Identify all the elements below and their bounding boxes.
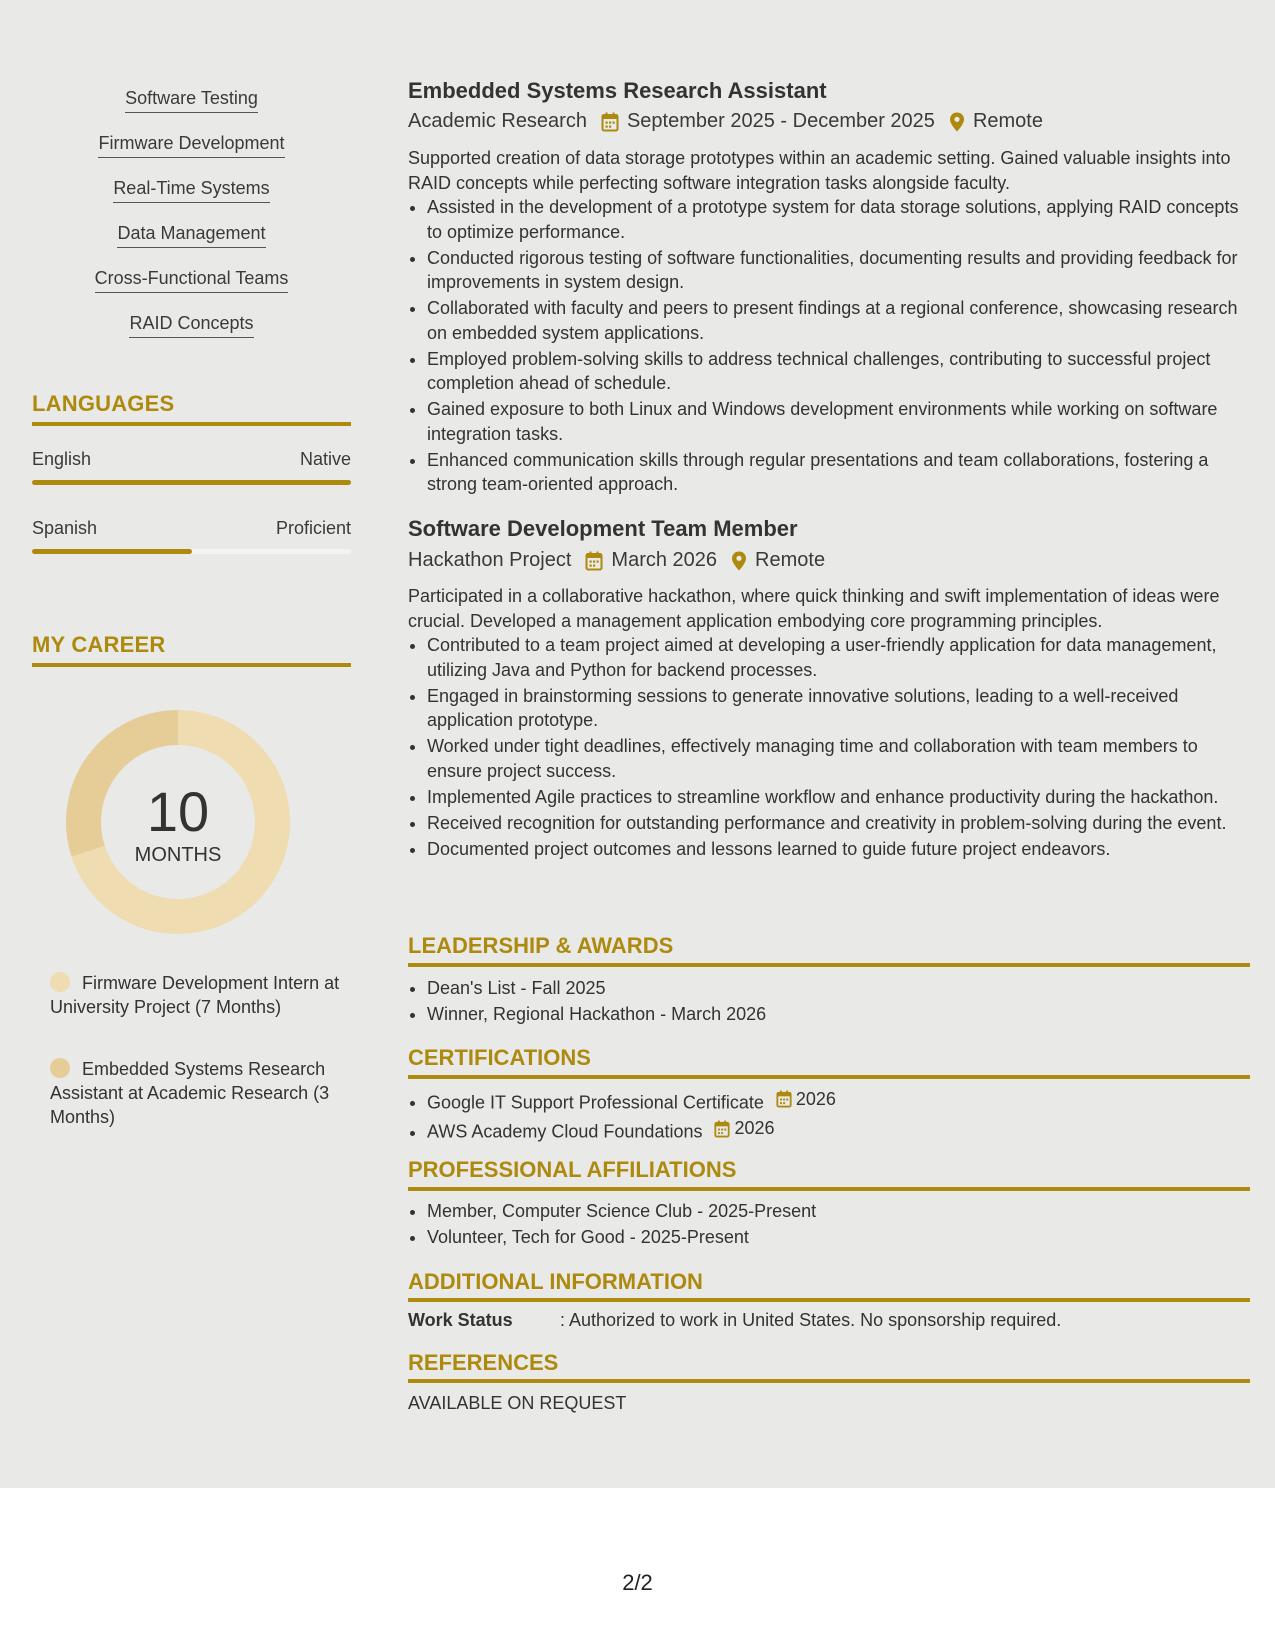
affiliations-heading: PROFESSIONAL AFFILIATIONS <box>408 1157 737 1182</box>
language-level: Native <box>299 449 351 469</box>
language-name: English <box>32 449 92 469</box>
cert-year <box>714 1116 774 1141</box>
skill-item <box>32 177 351 203</box>
legend-label: Embedded Systems Research Assistant at Academic Research (3 Months) <box>50 1059 330 1127</box>
job-meta <box>408 549 825 572</box>
list-item: • Contributed to a team project aimed at developing a user-friendly application for data management, utilizing Java and Python for backend processes. <box>427 633 1250 682</box>
additional-info-rule <box>408 1298 1250 1302</box>
career-legend-item <box>50 1057 340 1129</box>
calendar-icon <box>776 1090 792 1108</box>
language-bar-fill <box>32 549 192 554</box>
job-bullets <box>408 633 1250 863</box>
list-item: • Volunteer, Tech for Good - 2025-Present <box>427 1225 1250 1250</box>
career-heading: MY CAREER <box>32 632 166 657</box>
language-level: Proficient <box>275 518 351 538</box>
legend-label: Firmware Development Intern at University Project (7 Months) <box>50 973 340 1017</box>
career-unit-label: MONTHS <box>134 844 222 866</box>
list-item: • Implemented Agile practices to streamline workflow and enhance productivity during the hackathon. <box>427 785 1250 810</box>
languages-heading: LANGUAGES <box>32 391 175 416</box>
job-bullets <box>408 195 1250 498</box>
work-status-label: Work Status <box>408 1310 513 1330</box>
language-row-english <box>32 449 351 470</box>
certifications-heading: CERTIFICATIONS <box>408 1045 591 1070</box>
list-item <box>427 1116 1250 1144</box>
cert-year-text: 2026 <box>795 1089 836 1109</box>
legend-swatch <box>50 972 70 992</box>
job-summary: Participated in a collaborative hackathon, where quick thinking and swift implementation of ideas were crucial. Developed a management application embodying core programming principles. <box>408 586 1220 631</box>
skill-label: Cross-Functional Teams <box>95 267 289 293</box>
legend-swatch <box>50 1058 70 1078</box>
calendar-icon <box>601 112 619 132</box>
skill-label: Firmware Development <box>98 132 284 158</box>
cert-name: AWS Academy Cloud Foundations <box>427 1121 703 1142</box>
references-text: AVAILABLE ON REQUEST <box>408 1393 627 1413</box>
page-indicator: 2/2 <box>622 1570 653 1595</box>
work-status-value: : Authorized to work in United States. No sponsorship required. <box>560 1310 1062 1330</box>
language-bar-spanish <box>32 549 351 554</box>
skill-item <box>32 267 351 293</box>
list-item: • Received recognition for outstanding performance and creativity in problem-solving during the event. <box>427 811 1250 836</box>
job-meta <box>408 110 1043 133</box>
leadership-heading: LEADERSHIP & AWARDS <box>408 933 674 958</box>
list-item: • Employed problem-solving skills to address technical challenges, contributing to successful project completion ahead of schedule. <box>427 347 1250 396</box>
skill-item <box>32 132 351 158</box>
work-status-row <box>408 1310 1061 1331</box>
skill-label: Software Testing <box>125 87 258 113</box>
location-pin-icon <box>949 112 965 132</box>
cert-year-text: 2026 <box>734 1118 775 1139</box>
career-legend-item <box>50 971 340 1019</box>
language-bar-english <box>32 480 351 485</box>
leadership-list <box>408 976 1250 1028</box>
affiliations-list <box>408 1199 1250 1251</box>
cert-year <box>776 1087 836 1112</box>
job-organization: Hackathon Project <box>408 549 572 571</box>
leadership-rule <box>408 963 1250 967</box>
languages-rule <box>32 422 351 426</box>
certifications-list <box>408 1087 1250 1146</box>
job-summary: Supported creation of data storage prototypes within an academic setting. Gained valuable insights into RAID concepts while perfecting software integration tasks alongside faculty. <box>408 148 1231 193</box>
list-item: • Winner, Regional Hackathon - March 2026 <box>427 1002 1250 1027</box>
calendar-icon <box>714 1120 730 1138</box>
skill-item <box>32 222 351 248</box>
language-bar-fill <box>32 480 351 485</box>
skill-item <box>32 87 351 113</box>
references-heading: REFERENCES <box>408 1350 559 1375</box>
job-dates: September 2025 - December 2025 <box>626 110 935 132</box>
skill-item <box>32 312 351 338</box>
list-item: • Collaborated with faculty and peers to present findings at a regional conference, showcasing research on embedded system applications. <box>427 296 1250 345</box>
list-item: • Dean's List - Fall 2025 <box>427 976 1250 1001</box>
list-item: • Member, Computer Science Club - 2025-Present <box>427 1199 1250 1224</box>
career-donut <box>66 710 290 934</box>
career-rule <box>32 663 351 667</box>
cert-name: Google IT Support Professional Certificate <box>427 1092 764 1113</box>
job-organization: Academic Research <box>408 110 587 132</box>
job-title: Software Development Team Member <box>408 516 798 541</box>
skill-label: Real-Time Systems <box>113 177 269 203</box>
location-pin-icon <box>731 551 747 571</box>
calendar-icon <box>585 551 603 571</box>
language-name: Spanish <box>32 518 98 538</box>
list-item <box>427 1087 1250 1115</box>
list-item: • Gained exposure to both Linux and Windows development environments while working on software integration tasks. <box>427 397 1250 446</box>
affiliations-rule <box>408 1187 1250 1191</box>
certifications-rule <box>408 1075 1250 1079</box>
references-rule <box>408 1379 1250 1383</box>
language-row-spanish <box>32 518 351 539</box>
list-item: • Documented project outcomes and lessons learned to guide future project endeavors. <box>427 837 1250 862</box>
list-item: • Enhanced communication skills through regular presentations and team collaborations, fostering a strong team-oriented approach. <box>427 448 1250 497</box>
additional-info-heading: ADDITIONAL INFORMATION <box>408 1269 703 1294</box>
skill-label: RAID Concepts <box>129 312 253 338</box>
job-title: Embedded Systems Research Assistant <box>408 78 827 103</box>
list-item: • Engaged in brainstorming sessions to generate innovative solutions, leading to a well-received application prototype. <box>427 684 1250 733</box>
skill-label: Data Management <box>117 222 265 248</box>
list-item: • Assisted in the development of a prototype system for data storage solutions, applying RAID concepts to optimize performance. <box>427 195 1250 244</box>
list-item: • Worked under tight deadlines, effectively managing time and collaboration with team members to ensure project success. <box>427 734 1250 783</box>
career-total-months: 10 <box>146 780 210 843</box>
job-location: Remote <box>755 549 826 571</box>
job-location: Remote <box>972 110 1043 132</box>
list-item: • Conducted rigorous testing of software functionalities, documenting results and providing feedback for improvements in system design. <box>427 246 1250 295</box>
job-dates: March 2026 <box>611 549 718 571</box>
